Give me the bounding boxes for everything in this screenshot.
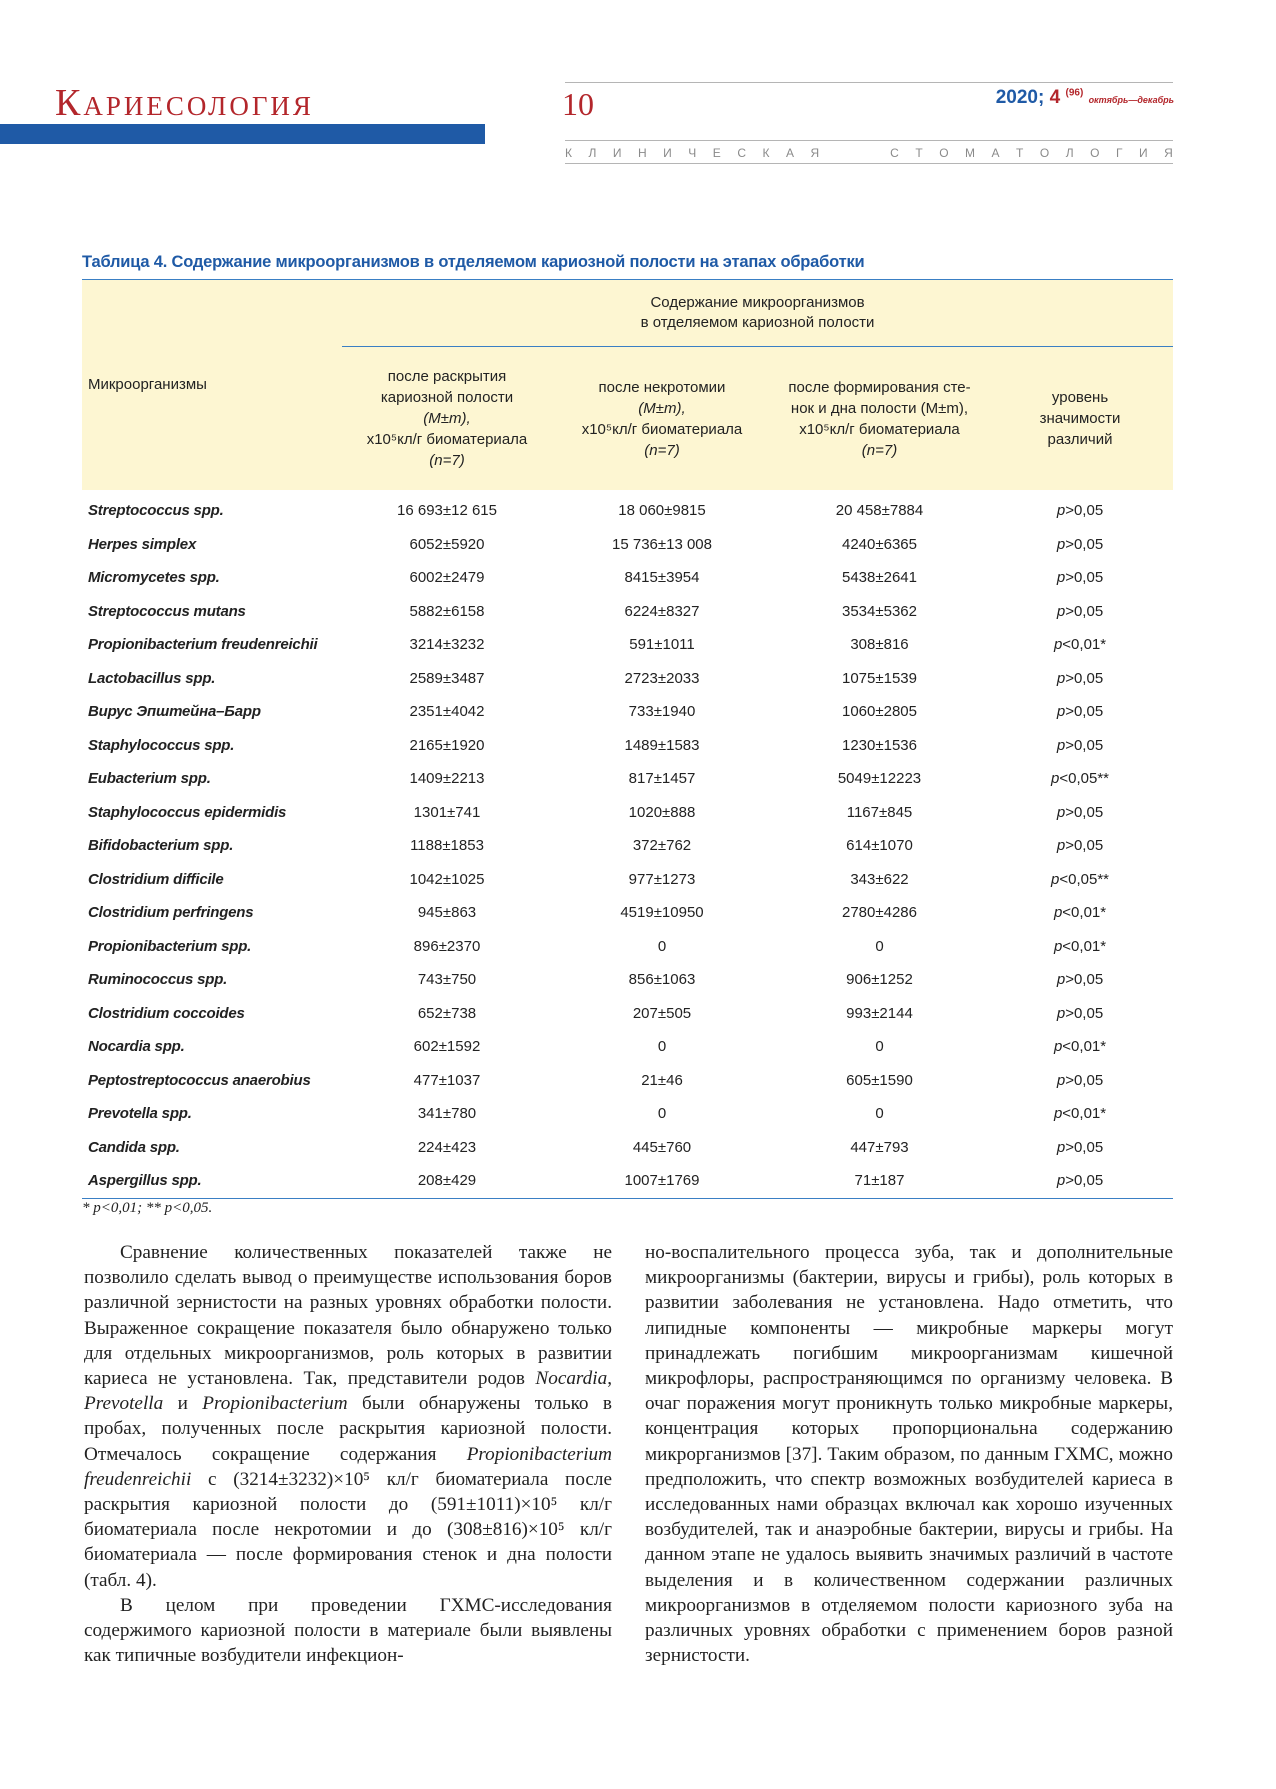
p-symbol: p xyxy=(1053,1105,1063,1123)
table-row xyxy=(82,595,1173,629)
microorganism-name: Staphylococcus epidermidis xyxy=(88,803,287,821)
header-line: кариозной полости xyxy=(380,389,514,406)
table-row xyxy=(82,561,1173,595)
header-line: (M±m), xyxy=(638,399,686,417)
significance-level: p<0,05** xyxy=(1051,770,1110,788)
journal-name xyxy=(565,146,1173,160)
journal-letter: И xyxy=(1138,146,1148,160)
value-after-necrotomy: 372±762 xyxy=(632,837,692,855)
p-symbol: p xyxy=(1056,535,1066,553)
microorganism-name: Nocardia spp. xyxy=(88,1038,185,1056)
value-after-opening: 16 693±12 615 xyxy=(397,502,497,520)
table-row xyxy=(82,762,1173,796)
value-after-necrotomy: 15 736±13 008 xyxy=(612,535,712,553)
table-row xyxy=(82,930,1173,964)
value-after-forming: 1167±845 xyxy=(846,803,913,821)
issue-total: (96) xyxy=(1065,87,1084,99)
significance-level: p<0,01* xyxy=(1053,937,1107,955)
value-after-necrotomy: 856±1063 xyxy=(628,971,696,989)
value-after-necrotomy: 4519±10950 xyxy=(620,904,704,922)
value-after-forming: 343±622 xyxy=(850,870,909,888)
journal-letter: К xyxy=(565,146,572,160)
p-symbol: p xyxy=(1056,502,1066,520)
table-row xyxy=(82,963,1173,997)
p-symbol: p xyxy=(1053,636,1063,654)
text-run: с (3214±3232)×10⁵ кл/г биоматериала после раскрытия кариозной полости до (591±1011)×10⁵ кл/г биоматериала после некротомии и до (308±816)×10⁵ кл/г биоматериала — после формирования стенок и дна полости (табл. 4). xyxy=(84,1468,612,1591)
species-name: Propionibacterium freudenreichii xyxy=(84,1443,612,1490)
significance-level: p>0,05 xyxy=(1056,1138,1104,1156)
microorganism-name: Clostridium perfringens xyxy=(88,904,254,922)
issue-months: октябрь—декабрь xyxy=(1088,95,1174,105)
value-after-opening: 2165±1920 xyxy=(409,736,485,754)
table-row xyxy=(82,1064,1173,1098)
value-after-forming: 1075±1539 xyxy=(842,669,917,687)
p-symbol: p xyxy=(1056,703,1066,721)
journal-letter: А xyxy=(991,146,1000,160)
microorganism-name: Propionibacterium spp. xyxy=(88,937,252,955)
journal-letter: Н xyxy=(638,146,647,160)
significance-level: p<0,01* xyxy=(1053,904,1107,922)
journal-letter: Л xyxy=(588,146,597,160)
issue-number: 4 xyxy=(1049,87,1061,108)
p-symbol: p xyxy=(1056,569,1066,587)
journal-letter: М xyxy=(965,146,976,160)
value-after-opening: 1409±2213 xyxy=(409,770,485,788)
significance-level: p<0,01* xyxy=(1053,1038,1107,1056)
p-symbol: p xyxy=(1056,1004,1066,1022)
value-after-opening: 1188±1853 xyxy=(410,837,484,855)
value-after-necrotomy: 6224±8327 xyxy=(624,602,700,620)
header-line: (n=7) xyxy=(861,441,898,459)
microorganism-name: Streptococcus mutans xyxy=(88,602,246,620)
section-title: Кариесология xyxy=(55,82,314,124)
value-after-necrotomy: 0 xyxy=(657,1105,667,1123)
genus-name: Propionibacterium xyxy=(202,1393,348,1415)
header-line: x10⁵кл/г биоматериала xyxy=(581,420,743,438)
microorganism-name: Clostridium coccoides xyxy=(88,1004,245,1022)
significance-level: p>0,05 xyxy=(1056,535,1104,553)
value-after-forming: 447±793 xyxy=(850,1138,909,1156)
page-number: 10 xyxy=(562,86,594,122)
table-row xyxy=(82,490,1173,528)
significance-level: p>0,05 xyxy=(987,1164,1173,1198)
p-symbol: p xyxy=(1056,1071,1066,1089)
issue-year: 2020; xyxy=(995,87,1045,108)
value-after-forming: 4240±6365 xyxy=(842,535,917,553)
genus-name: Nocardia xyxy=(535,1368,608,1390)
microorganism-name: Bifidobacterium spp. xyxy=(88,837,234,855)
significance-level: p>0,05 xyxy=(1056,703,1104,721)
journal-letter: Ч xyxy=(688,146,697,160)
table-row xyxy=(82,528,1173,562)
journal-letter: Я xyxy=(810,146,820,160)
value-after-opening: 341±780 xyxy=(417,1105,477,1123)
table-row xyxy=(82,997,1173,1031)
table-row xyxy=(82,1164,1173,1198)
significance-level: p>0,05 xyxy=(1056,1004,1104,1022)
value-after-opening: 945±863 xyxy=(417,904,477,922)
p-symbol: p xyxy=(1051,870,1060,888)
col-header-after-opening xyxy=(342,347,552,491)
value-after-forming: 2780±4286 xyxy=(842,904,917,922)
significance-level: p<0,01* xyxy=(1053,636,1107,654)
value-after-opening: 5882±6158 xyxy=(409,602,485,620)
journal-letter: С xyxy=(890,146,899,160)
journal-letter: А xyxy=(785,146,794,160)
value-after-opening: 1301±741 xyxy=(413,803,481,821)
journal-letter: Г xyxy=(1115,146,1123,160)
significance-level: p<0,01* xyxy=(1053,1105,1107,1123)
microorganism-name: Herpes simplex xyxy=(88,535,197,553)
table-footnote: * p<0,01; ** p<0,05. xyxy=(82,1200,213,1216)
table-body xyxy=(82,490,1173,1198)
header-line: после формирования сте- xyxy=(788,378,971,396)
journal-word-gap xyxy=(836,146,874,160)
paragraph xyxy=(84,1240,612,1593)
col-header-significance xyxy=(987,347,1173,491)
value-after-forming: 1230±1536 xyxy=(842,736,917,754)
microorganism-name: Peptostreptococcus anaerobius xyxy=(88,1071,311,1089)
microorganism-name: Lactobacillus spp. xyxy=(88,669,216,687)
p-symbol: p xyxy=(1053,1038,1063,1056)
issue-info xyxy=(996,88,1174,107)
value-after-necrotomy: 817±1457 xyxy=(628,770,696,788)
group-header-line: в отделяемом кариозной полости xyxy=(640,314,875,331)
microorganism-name: Streptococcus spp. xyxy=(88,502,224,520)
value-after-forming: 5438±2641 xyxy=(842,569,917,587)
table-row xyxy=(82,829,1173,863)
value-after-necrotomy: 1007±1769 xyxy=(552,1164,772,1198)
col-header-microorganisms: Микроорганизмы xyxy=(82,280,342,491)
text-run: Сравнение количественных показателей также не позволило сделать вывод о преимуществе использования боров различной зернистости на разных уровнях обработки полости. Выраженное сокращение показателя было обнаружено только для отдельных микроорганизмов, роль которых в развитии кариеса не установлена. Так, представители родов xyxy=(84,1242,612,1390)
text-column-left xyxy=(84,1240,612,1668)
header-line: x10⁵кл/г биоматериала xyxy=(799,420,960,438)
paragraph: В целом при проведении ГХМС-исследования содержимого кариозной полости в материале были выявлены как типичные возбудители инфекцион- xyxy=(84,1594,612,1667)
table-row xyxy=(82,1097,1173,1131)
group-header-line: Содержание микроорганизмов xyxy=(650,294,865,311)
value-after-necrotomy: 2723±2033 xyxy=(624,669,700,687)
journal-letter: О xyxy=(939,146,949,160)
microorganism-name: Prevotella spp. xyxy=(88,1105,192,1123)
paragraph: но-воспалительного процесса зуба, так и дополнительные микроорганизмы (бактерии, вирусы и грибы), роль которых в развитии заболевания не установлена. Надо отметить, что липидные компоненты — микробные маркеры могут принадлежать погибшим микроорганизмам кишечной микрофлоры, распространяющимся по организму человека. В очаг поражения могут проникнуть только микробные маркеры, концентрация которых пропорциональна содержанию микрорганизмов [37]. Таким образом, по данным ГХМС, можно предположить, что спектр возможных возбудителей кариеса в исследованных нами образцах включал как хорошо изученных возбудителей, так и анаэробные бактерии, вирусы и грибы. На данном этапе не удалось выявить значимых различий в частоте выделения и в количественном содержании различных микроорганизмов в отделяемом полости кариозного зуба на различных уровнях обработки с применением боров разной зернистости. xyxy=(645,1242,1173,1667)
table-row xyxy=(82,1030,1173,1064)
header-line: уровень xyxy=(1051,389,1109,406)
value-after-opening: 2351±4042 xyxy=(409,703,485,721)
significance-level: p>0,05 xyxy=(1056,502,1104,520)
p-symbol: p xyxy=(1053,904,1063,922)
value-after-necrotomy: 977±1273 xyxy=(628,870,696,888)
significance-level: p>0,05 xyxy=(1056,837,1104,855)
microorganism-name: Staphylococcus spp. xyxy=(88,736,235,754)
value-after-necrotomy: 0 xyxy=(657,1038,667,1056)
significance-level: p>0,05 xyxy=(1056,1071,1104,1089)
table-row xyxy=(82,896,1173,930)
value-after-opening: 896±2370 xyxy=(413,937,481,955)
text-run: были обнаружены только в пробах, полученных после раскрытия кариозной полости. Отмечалось сокращение содержания xyxy=(84,1393,612,1465)
significance-level: p>0,05 xyxy=(1056,669,1104,687)
microorganism-name: Вирус Эпштейна–Барр xyxy=(88,703,261,721)
microorganisms-table xyxy=(82,279,1173,1199)
p-symbol: p xyxy=(1056,803,1066,821)
journal-letter: С xyxy=(737,146,746,160)
p-symbol: p xyxy=(1056,669,1066,687)
value-after-necrotomy: 591±1011 xyxy=(629,636,695,654)
header-top-rule xyxy=(565,82,1173,83)
value-after-opening: 1042±1025 xyxy=(409,870,485,888)
header-line: после некротомии xyxy=(598,378,726,396)
table-row xyxy=(82,662,1173,696)
value-after-forming: 614±1070 xyxy=(846,837,913,855)
value-after-necrotomy: 1489±1583 xyxy=(624,736,700,754)
microorganism-name: Candida spp. xyxy=(88,1138,180,1156)
table-row xyxy=(82,863,1173,897)
header-mid-rule xyxy=(565,140,1173,141)
value-after-forming: 605±1590 xyxy=(846,1071,913,1089)
journal-letter: И xyxy=(663,146,672,160)
value-after-necrotomy: 21±46 xyxy=(641,1071,683,1089)
journal-letter: Т xyxy=(915,146,923,160)
value-after-opening: 208±429 xyxy=(342,1164,552,1198)
significance-level: p>0,05 xyxy=(1056,736,1104,754)
header-bottom-rule xyxy=(565,163,1173,164)
group-header xyxy=(342,280,1173,347)
table-caption: Таблица 4. Содержание микроорганизмов в отделяемом кариозной полости на этапах обработки xyxy=(82,253,865,271)
value-after-necrotomy: 8415±3954 xyxy=(624,569,700,587)
value-after-necrotomy: 0 xyxy=(657,937,667,955)
p-symbol: p xyxy=(1056,602,1066,620)
text-run: , xyxy=(607,1368,612,1390)
microorganism-name: Micromycetes spp. xyxy=(88,569,220,587)
text-column-right xyxy=(645,1240,1173,1668)
header-line: значимости xyxy=(1039,410,1121,427)
value-after-opening: 743±750 xyxy=(417,971,477,989)
value-after-forming: 3534±5362 xyxy=(842,602,917,620)
table-row xyxy=(82,729,1173,763)
p-symbol: p xyxy=(1056,971,1066,989)
value-after-opening: 602±1592 xyxy=(413,1038,481,1056)
header-line: (n=7) xyxy=(644,441,680,459)
journal-letter: О xyxy=(1090,146,1100,160)
significance-level: p<0,05** xyxy=(1051,870,1110,888)
header-line: x10⁵кл/г биоматериала xyxy=(366,431,528,448)
value-after-opening: 2589±3487 xyxy=(409,669,485,687)
significance-level: p>0,05 xyxy=(1056,602,1104,620)
journal-letter: О xyxy=(1039,146,1050,160)
p-symbol: p xyxy=(1056,736,1066,754)
table-row xyxy=(82,628,1173,662)
value-after-forming: 993±2144 xyxy=(846,1004,913,1022)
value-after-opening: 652±738 xyxy=(417,1004,477,1022)
value-after-forming: 0 xyxy=(875,937,884,955)
genus-name: Prevotella xyxy=(84,1393,164,1415)
value-after-forming: 308±816 xyxy=(850,636,909,654)
table-row xyxy=(82,796,1173,830)
table-row xyxy=(82,1131,1173,1165)
journal-letter: Л xyxy=(1065,146,1074,160)
value-after-opening: 224±423 xyxy=(417,1138,477,1156)
value-after-necrotomy: 1020±888 xyxy=(628,803,696,821)
microorganism-name: Ruminococcus spp. xyxy=(88,971,228,989)
journal-letter: Я xyxy=(1164,146,1173,160)
col-header-after-forming xyxy=(772,347,987,491)
p-symbol: p xyxy=(1051,770,1060,788)
microorganism-name: Propionibacterium freudenreichii xyxy=(88,636,318,654)
value-after-forming: 5049±12223 xyxy=(837,770,922,788)
microorganism-name: Eubacterium spp. xyxy=(88,770,211,788)
value-after-opening: 6052±5920 xyxy=(409,535,485,553)
significance-level: p>0,05 xyxy=(1056,569,1104,587)
journal-letter: И xyxy=(612,146,622,160)
header-line: (M±m), xyxy=(423,410,471,427)
text-run: и xyxy=(163,1393,203,1415)
value-after-opening: 6002±2479 xyxy=(409,569,485,587)
value-after-forming: 71±187 xyxy=(772,1164,987,1198)
value-after-forming: 20 458±7884 xyxy=(835,502,924,520)
value-after-necrotomy: 445±760 xyxy=(632,1138,692,1156)
value-after-forming: 1060±2805 xyxy=(842,703,917,721)
p-symbol: p xyxy=(1053,937,1063,955)
value-after-forming: 0 xyxy=(875,1105,884,1123)
p-symbol: p xyxy=(1056,837,1066,855)
journal-letter: Т xyxy=(1016,146,1024,160)
header-line: после раскрытия xyxy=(387,368,507,385)
journal-letter: Е xyxy=(712,146,721,160)
value-after-opening: 3214±3232 xyxy=(409,636,485,654)
value-after-opening: 477±1037 xyxy=(413,1071,481,1089)
p-symbol: p xyxy=(1056,1172,1066,1190)
significance-level: p>0,05 xyxy=(1056,803,1104,821)
microorganism-name: Aspergillus spp. xyxy=(82,1164,342,1198)
header-line: нок и дна полости (M±m), xyxy=(790,399,969,417)
value-after-necrotomy: 207±505 xyxy=(632,1004,692,1022)
microorganism-name: Clostridium difficile xyxy=(88,870,224,888)
header-line: (n=7) xyxy=(429,452,465,469)
value-after-necrotomy: 733±1940 xyxy=(628,703,696,721)
p-symbol: p xyxy=(1056,1138,1066,1156)
col-header-after-necrotomy xyxy=(552,347,772,491)
value-after-necrotomy: 18 060±9815 xyxy=(618,502,706,520)
journal-letter: К xyxy=(762,146,770,160)
section-color-bar xyxy=(0,124,485,144)
value-after-forming: 906±1252 xyxy=(846,971,913,989)
table-row xyxy=(82,695,1173,729)
header-line: различий xyxy=(1047,431,1113,448)
significance-level: p>0,05 xyxy=(1056,971,1104,989)
value-after-forming: 0 xyxy=(875,1038,884,1056)
